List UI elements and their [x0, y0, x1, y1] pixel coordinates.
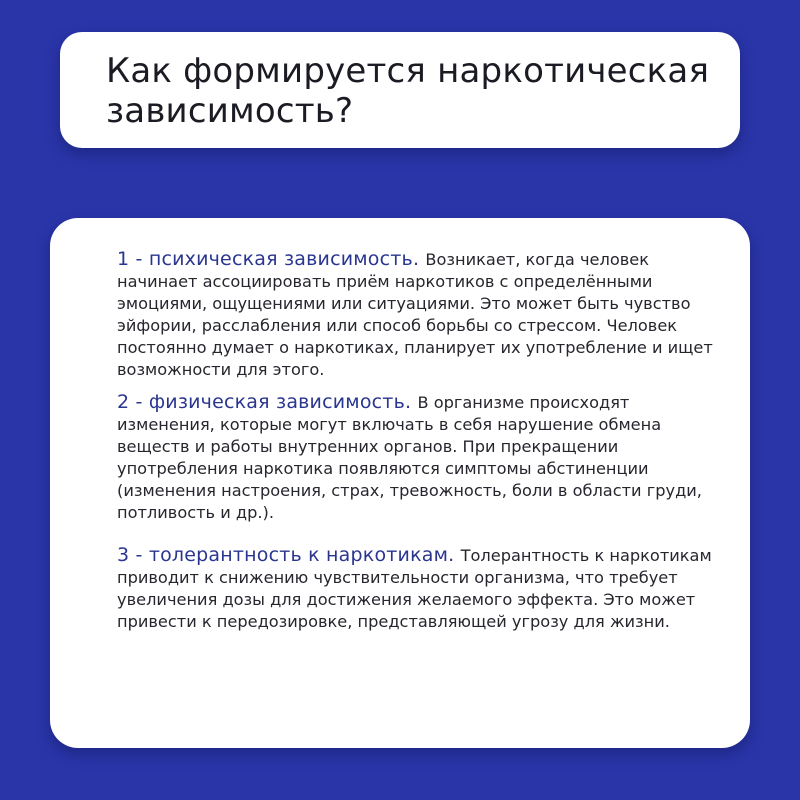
section-tolerance [117, 544, 722, 633]
title-card [60, 32, 740, 148]
section-physical-dependence [117, 391, 722, 524]
section-body: Возникает, когда человек начинает ассоциировать приём наркотиков с определёнными эмоциями, ощущениями или ситуациями. Это может быть чувство эйфории, расслабления или способ борьбы со стрессом. Человек постоянно думает о наркотиках, планирует их употребление и ищет возможности для этого. [117, 250, 713, 379]
section-heading: 3 - толерантность к наркотикам. [117, 544, 461, 566]
content-card [50, 218, 750, 748]
page-title: Как формируется наркотическая зависимость? [106, 51, 710, 131]
section-psychological-dependence [117, 248, 722, 381]
section-body: Толерантность к наркотикам приводит к снижению чувствительности организма, что требует увеличения дозы для достижения желаемого эффекта. Это может привести к передозировке, представляющей угрозу для жизни. [117, 546, 712, 631]
section-heading: 1 - психическая зависимость. [117, 248, 426, 270]
section-heading: 2 - физическая зависимость. [117, 391, 418, 413]
section-body: В организме происходят изменения, которые могут включать в себя нарушение обмена веществ и работы внутренних органов. При прекращении употребления наркотика появляются симптомы абстиненции (изменения настроения, страх, тревожность, боли в области груди, потливость и др.). [117, 393, 702, 522]
